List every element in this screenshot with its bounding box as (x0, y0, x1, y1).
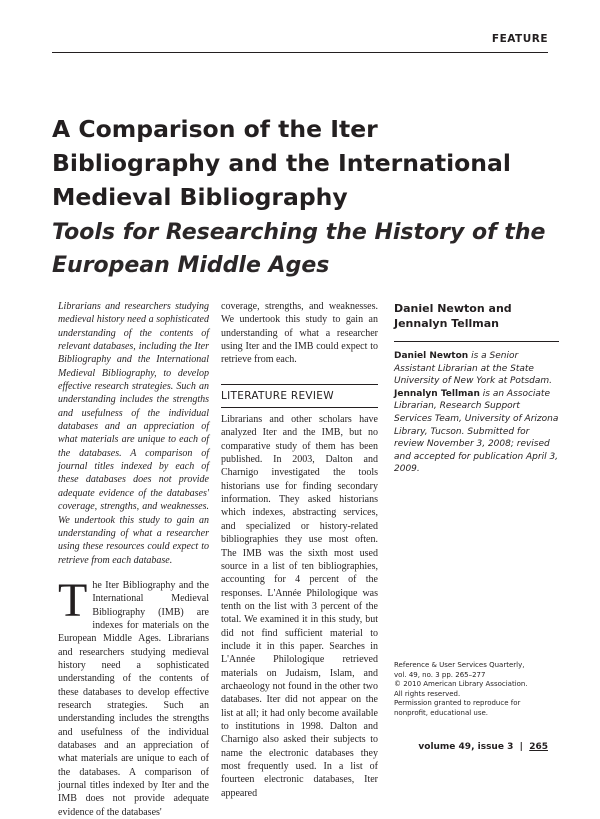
page-footer (418, 742, 548, 752)
footer-volume: volume 49, issue 3 (418, 742, 514, 752)
header-rule (52, 52, 548, 53)
author-name-1: Daniel Newton (394, 351, 469, 361)
citation-line: All rights reserved. (394, 689, 461, 698)
literature-review-paragraph: Librarians and other scholars have analyzed Iter and the IMB, but no comparative study of them has been published. In 2003, Dalton and Charnigo investigated the tools historians use for finding secondary information. They asked historians which indexes, abstracting services, and specialized or history-related bibliographies they use most often. The IMB was the sixth most used source in a list of ten bibliographies, accounting for 4 percent of the responses. L'Année Philologique was tenth on the list with 3 percent of the total. We examined it in this study, but did not find sufficient material to include it in this paper. Searches in L'Année Philologique retrieved materials on Judaism, Islam, and archaeology not found in the other two databases. Iter did not appear on the list at all; it had only become available to institutions in 1998. Dalton and Charnigo also asked their subjects to name the electronic databases they most frequently used. In a list of fourteen electronic databases, Iter appeared (221, 414, 378, 799)
author-bio-1: is a Senior Assistant Librarian at the State University of New York at Potsdam. (394, 351, 552, 387)
citation-line: Permission granted to reproduce for (394, 699, 521, 708)
author-bio-2: is an Associate Librarian, Research Support Services Team, University of Arizona Library, Tucson. Submitted for review November 3, 2008; revised and accepted for publication April 3, 2009. (394, 388, 559, 475)
citation-line: Reference & User Services Quarterly, (394, 661, 525, 669)
section-heading-literature-review: LITERATURE REVIEW (221, 389, 334, 402)
author-rule (394, 341, 559, 342)
section-label: FEATURE (491, 33, 548, 45)
section-rule-top (221, 384, 378, 385)
abstract: Librarians and researchers studying medieval history need a sophisticated understanding of the contents of relevant databases, including the Iter Bibliography and the International Medieval Bibliography, to develop effective research strategies. Such an understanding includes the strengths and usefulness of the individual databases and an appreciation of what materials are unique to each of the databases. A comparison of journal titles indexed by each of these databases does not provide adequate evidence of the databases' coverage, strengths, and weaknesses. We undertook this study to gain an understanding of what a researcher using these resources could expect to retrieve from each database. (58, 301, 209, 566)
section-rule-bottom (221, 407, 378, 408)
drop-cap: T (58, 573, 88, 627)
author-bio (394, 350, 559, 476)
citation-block (394, 661, 559, 719)
body-paragraph-continued: coverage, strengths, and weaknesses. We undertook this study to gain an understanding of what a researcher using Iter and the IMB could expect to retrieve from each. (221, 301, 378, 366)
author-names: Daniel Newton and Jennalyn Tellman (394, 302, 512, 330)
citation-line: nonprofit, educational use. (394, 708, 489, 717)
column-right (394, 301, 559, 476)
citation-line: vol. 49, no. 3 pp. 265–277 (394, 670, 486, 679)
page-number: 265 (529, 742, 548, 752)
column-left (58, 300, 209, 819)
article-title: A Comparison of the Iter Bibliography and the International Medieval Bibliography (52, 115, 511, 211)
footer-separator: | (519, 742, 523, 752)
column-middle (221, 300, 378, 800)
body-paragraph (58, 573, 209, 819)
author-name-2: Jennalyn Tellman (394, 388, 480, 399)
body-text: he Iter Bibliography and the International Medieval Bibliography (IMB) are indexes for materials on the European Middle Ages. Librarians and researchers studying medieval history need a sophisticated understanding of the contents of these databases to develop effective research strategies. Such an understanding includes the strengths and usefulness of the individual databases and an appreciation of what materials are unique to each of the databases. A comparison of journal titles indexed by Iter and the IMB does not provide adequate evidence of the databases' (58, 579, 209, 818)
article-subtitle: Tools for Researching the History of the European Middle Ages (52, 220, 546, 278)
citation-line: © 2010 American Library Association. (394, 680, 528, 689)
